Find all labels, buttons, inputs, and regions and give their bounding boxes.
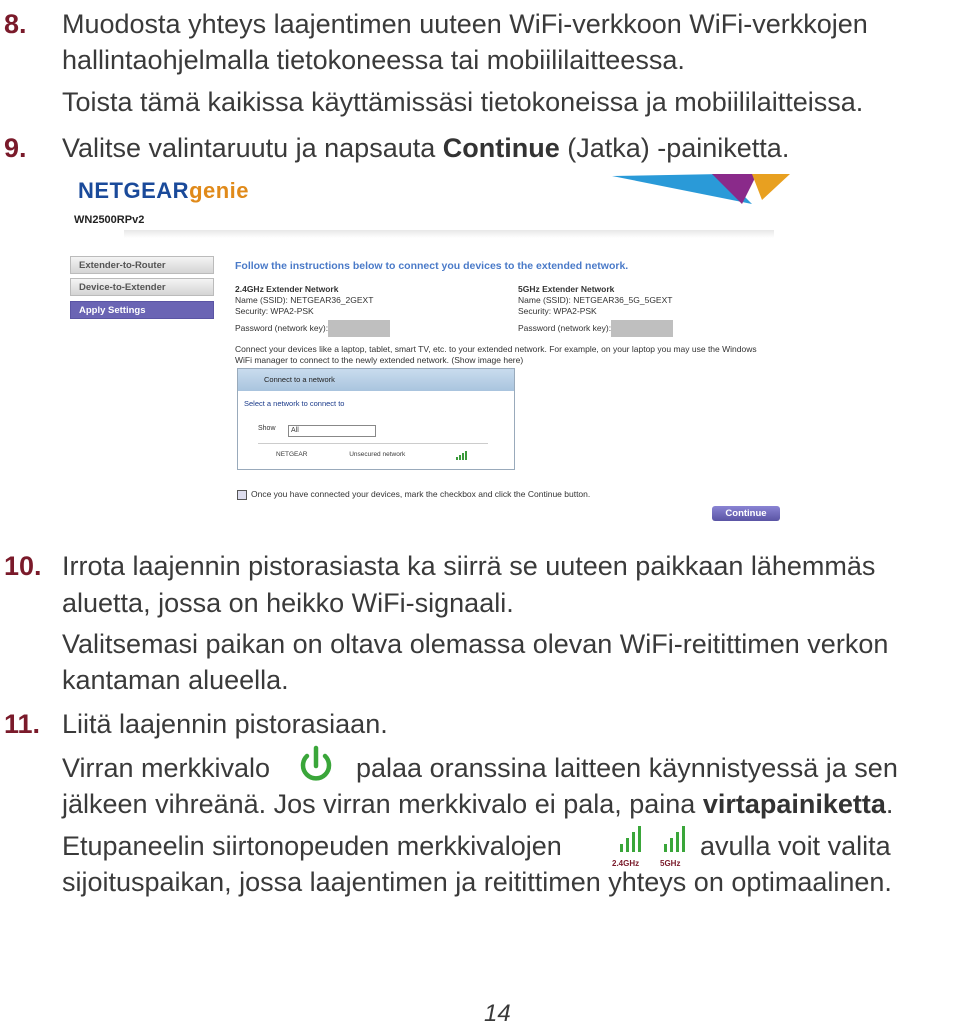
brand-decoration-icon (612, 170, 792, 206)
netgear-genie-screenshot (64, 168, 794, 523)
step-text: Muodosta yhteys laajentimen uuteen WiFi-verkkoon WiFi-verkkojen (62, 9, 868, 39)
instruction-heading: Follow the instructions below to connect you devices to the extended network. (235, 260, 629, 272)
network-title: 2.4GHz Extender Network (235, 284, 339, 294)
network-password-label: Password (network key): (518, 322, 612, 333)
step-text: palaa oranssina laitteen käynnistyessä ja sen (356, 753, 898, 783)
network-security: Security: WPA2-PSK (518, 306, 597, 316)
password-redacted (328, 320, 390, 337)
network-title: 5GHz Extender Network (518, 284, 615, 294)
step-number: 10. (4, 551, 42, 581)
signal-bars-icon (612, 824, 648, 858)
dialog-title: Connect to a network (238, 369, 514, 391)
step-text: avulla voit valita (700, 831, 891, 861)
step-number: 9. (4, 133, 27, 163)
step-number: 8. (4, 9, 27, 39)
wifi-signal-icon (456, 450, 470, 460)
divider (124, 230, 774, 238)
network-status: Unsecured network (349, 451, 406, 458)
netgear-logo: NETGEARgenie (78, 178, 250, 203)
page-number: 14 (484, 1000, 511, 1027)
network-ssid: Name (SSID): NETGEAR36_2GEXT (235, 295, 374, 305)
network-password-label: Password (network key): (235, 322, 329, 333)
step-text: Toista tämä kaikissa käyttämissäsi tietokoneissa ja mobiililaitteissa. (62, 87, 864, 117)
step-text: hallintaohjelmalla tietokoneessa tai mobiililaitteessa. (62, 45, 685, 75)
network-24ghz-info (235, 284, 390, 337)
network-ssid: Name (SSID): NETGEAR36_5G_5GEXT (518, 295, 673, 305)
connect-instructions: Connect your devices like a laptop, tablet, smart TV, etc. to your extended network. For example, on your laptop you may use the Windows WiFi manager to connect to the newly extended network. (Show image here) (235, 344, 757, 365)
band-label: 5GHz (660, 859, 681, 868)
dialog-heading: Select a network to connect to (244, 399, 345, 408)
step-text: Liitä laajennin pistorasiaan. (62, 709, 388, 739)
signal-bars-icon (656, 824, 692, 858)
network-security: Security: WPA2-PSK (235, 306, 314, 316)
step-text: Etupaneelin siirtonopeuden merkkivalojen (62, 831, 562, 861)
step-text: Valitsemasi paikan on oltava olemassa olevan WiFi-reitittimen verkon (62, 629, 889, 659)
continue-button[interactable]: Continue (712, 506, 780, 521)
signal-bars-24ghz-icon (612, 824, 656, 868)
step-text: sijoituspaikan, jossa laajentimen ja reitittimen yhteys on optimaalinen. (62, 867, 892, 897)
network-row[interactable] (258, 443, 488, 466)
model-name: WN2500RPv2 (74, 214, 145, 226)
sidebar-item-device-to-extender[interactable]: Device-to-Extender (70, 278, 214, 296)
sidebar-item-apply-settings[interactable]: Apply Settings (70, 301, 214, 319)
windows-connect-dialog (237, 368, 515, 470)
power-icon (291, 744, 341, 788)
sidebar-item-extender-to-router[interactable]: Extender-to-Router (70, 256, 214, 274)
step-text: Virran merkkivalo (62, 753, 271, 783)
confirm-checkbox[interactable]: Once you have connected your devices, mark the checkbox and click the Continue button. (237, 489, 590, 500)
network-5ghz-info (518, 284, 673, 337)
network-name: NETGEAR (276, 451, 308, 458)
step-text: Valitse valintaruutu ja napsauta Continue (Jatka) -painiketta. (62, 133, 790, 163)
step-text: jälkeen vihreänä. Jos virran merkkivalo ei pala, paina virtapainiketta. (62, 789, 894, 819)
password-redacted (611, 320, 673, 337)
step-text: aluetta, jossa on heikko WiFi-signaali. (62, 588, 514, 618)
show-select[interactable]: All (288, 425, 376, 437)
band-label: 2.4GHz (612, 859, 640, 868)
step-text: kantaman alueella. (62, 665, 289, 695)
step-number: 11. (4, 709, 41, 739)
step-text: Irrota laajennin pistorasiasta ka siirrä se uuteen paikkaan lähemmäs (62, 551, 876, 581)
show-label: Show (258, 425, 276, 432)
signal-bars-5ghz-icon (656, 824, 700, 868)
checkbox-icon (237, 490, 247, 500)
